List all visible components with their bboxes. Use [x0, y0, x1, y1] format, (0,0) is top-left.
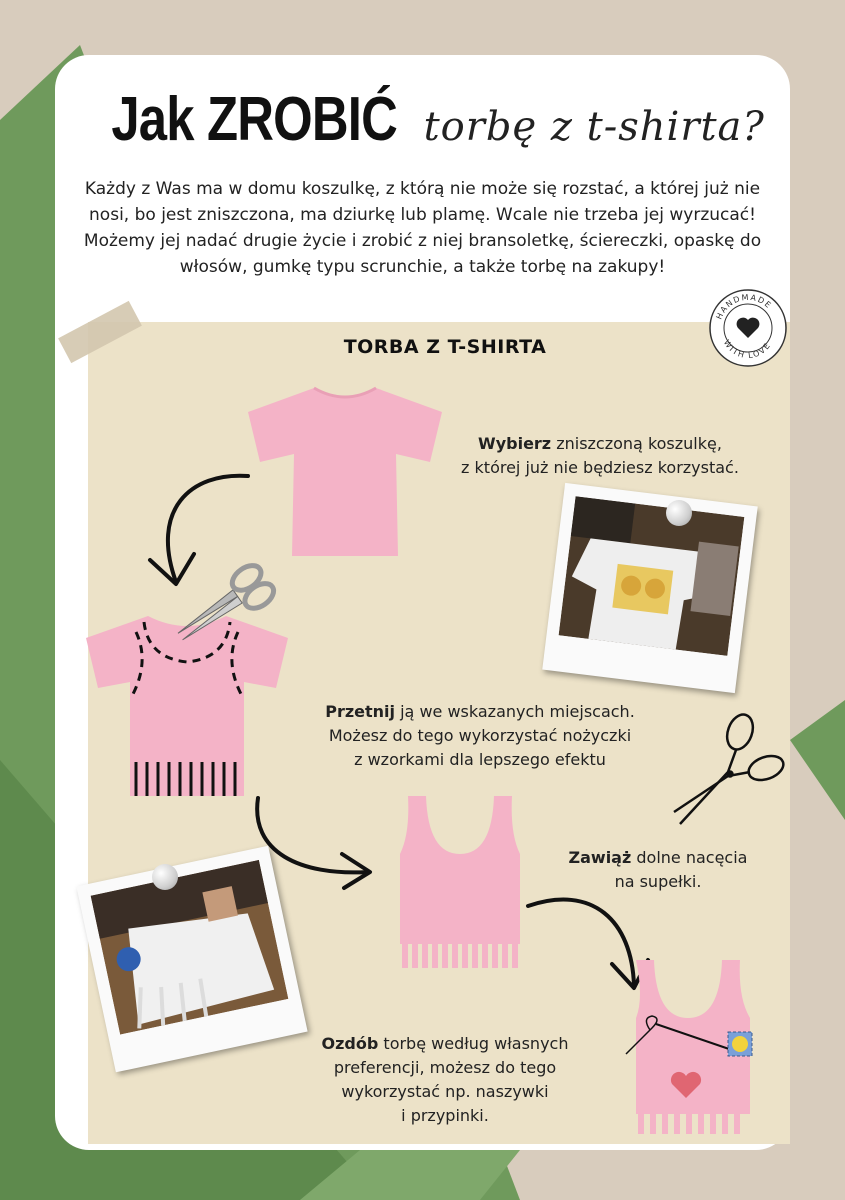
- step-4-line3: wykorzystać np. naszywki: [341, 1082, 549, 1101]
- step-4-bold: Ozdób: [321, 1034, 379, 1053]
- smiley-patch-icon: [732, 1036, 748, 1052]
- step-4-text: [290, 1032, 600, 1128]
- scissors-outline-icon: [670, 712, 786, 830]
- decorated-bag-illustration: [622, 958, 762, 1138]
- step-1-bold: Wybierz: [478, 434, 552, 453]
- step-3-line1: dolne nacęcia: [631, 848, 748, 867]
- badge-text-bottom: WITH LOVE: [721, 338, 773, 361]
- photo-tying-knots: [76, 846, 307, 1073]
- section-title: TORBA Z T-SHIRTA: [343, 336, 547, 358]
- photo-image: [559, 496, 745, 656]
- step-4-line1: torbę według własnych: [378, 1034, 569, 1053]
- step-4-line4: i przypinki.: [401, 1106, 489, 1125]
- step-1-line2: z której już nie będziesz korzystać.: [461, 458, 739, 477]
- step-3-line2: na supełki.: [614, 872, 702, 891]
- step-2-text: [280, 700, 680, 772]
- pushpin-icon: [152, 864, 178, 890]
- tank-bag-illustration: [398, 794, 522, 970]
- step-1-text: [420, 432, 780, 480]
- step-2-bold: Przetnij: [325, 702, 396, 721]
- step-2-line1: ją we wskazanych miejscach.: [395, 702, 635, 721]
- badge-text-top: HANDMADE: [714, 292, 774, 321]
- scissors-icon: [160, 548, 300, 658]
- tshirt-illustration: [244, 384, 446, 560]
- title-bold: Jak ZROBIĆ: [111, 85, 398, 154]
- step-3-text: [538, 846, 778, 894]
- step-2-line3: z wzorkami dla lepszego efektu: [354, 750, 606, 769]
- handmade-badge: [706, 286, 790, 370]
- photo-cutting-shirt: [542, 483, 757, 693]
- step-4-line2: preferencji, możesz do tego: [333, 1058, 557, 1077]
- step-2-line2: Możesz do tego wykorzystać nożyczki: [328, 726, 632, 745]
- photo-image: [91, 860, 289, 1035]
- title-script: torbę z t-shirta?: [423, 104, 765, 150]
- step-3-bold: Zawiąż: [568, 848, 632, 867]
- step-1-line1: zniszczoną koszulkę,: [551, 434, 722, 453]
- pushpin-icon: [666, 500, 692, 526]
- page-title: [0, 84, 845, 155]
- intro-text: Każdy z Was ma w domu koszulkę, z którą nie może się rozstać, a której już nie nosi, bo jest zniszczona, ma dziurkę lub plamę. Wcale nie trzeba jej wyrzucać! Możemy jej nadać drugie życie i zrobić z niej bransoletkę, ściereczki, opaskę do włosów, gumkę typu scrunchie, a także torbę na zakupy!: [83, 179, 762, 277]
